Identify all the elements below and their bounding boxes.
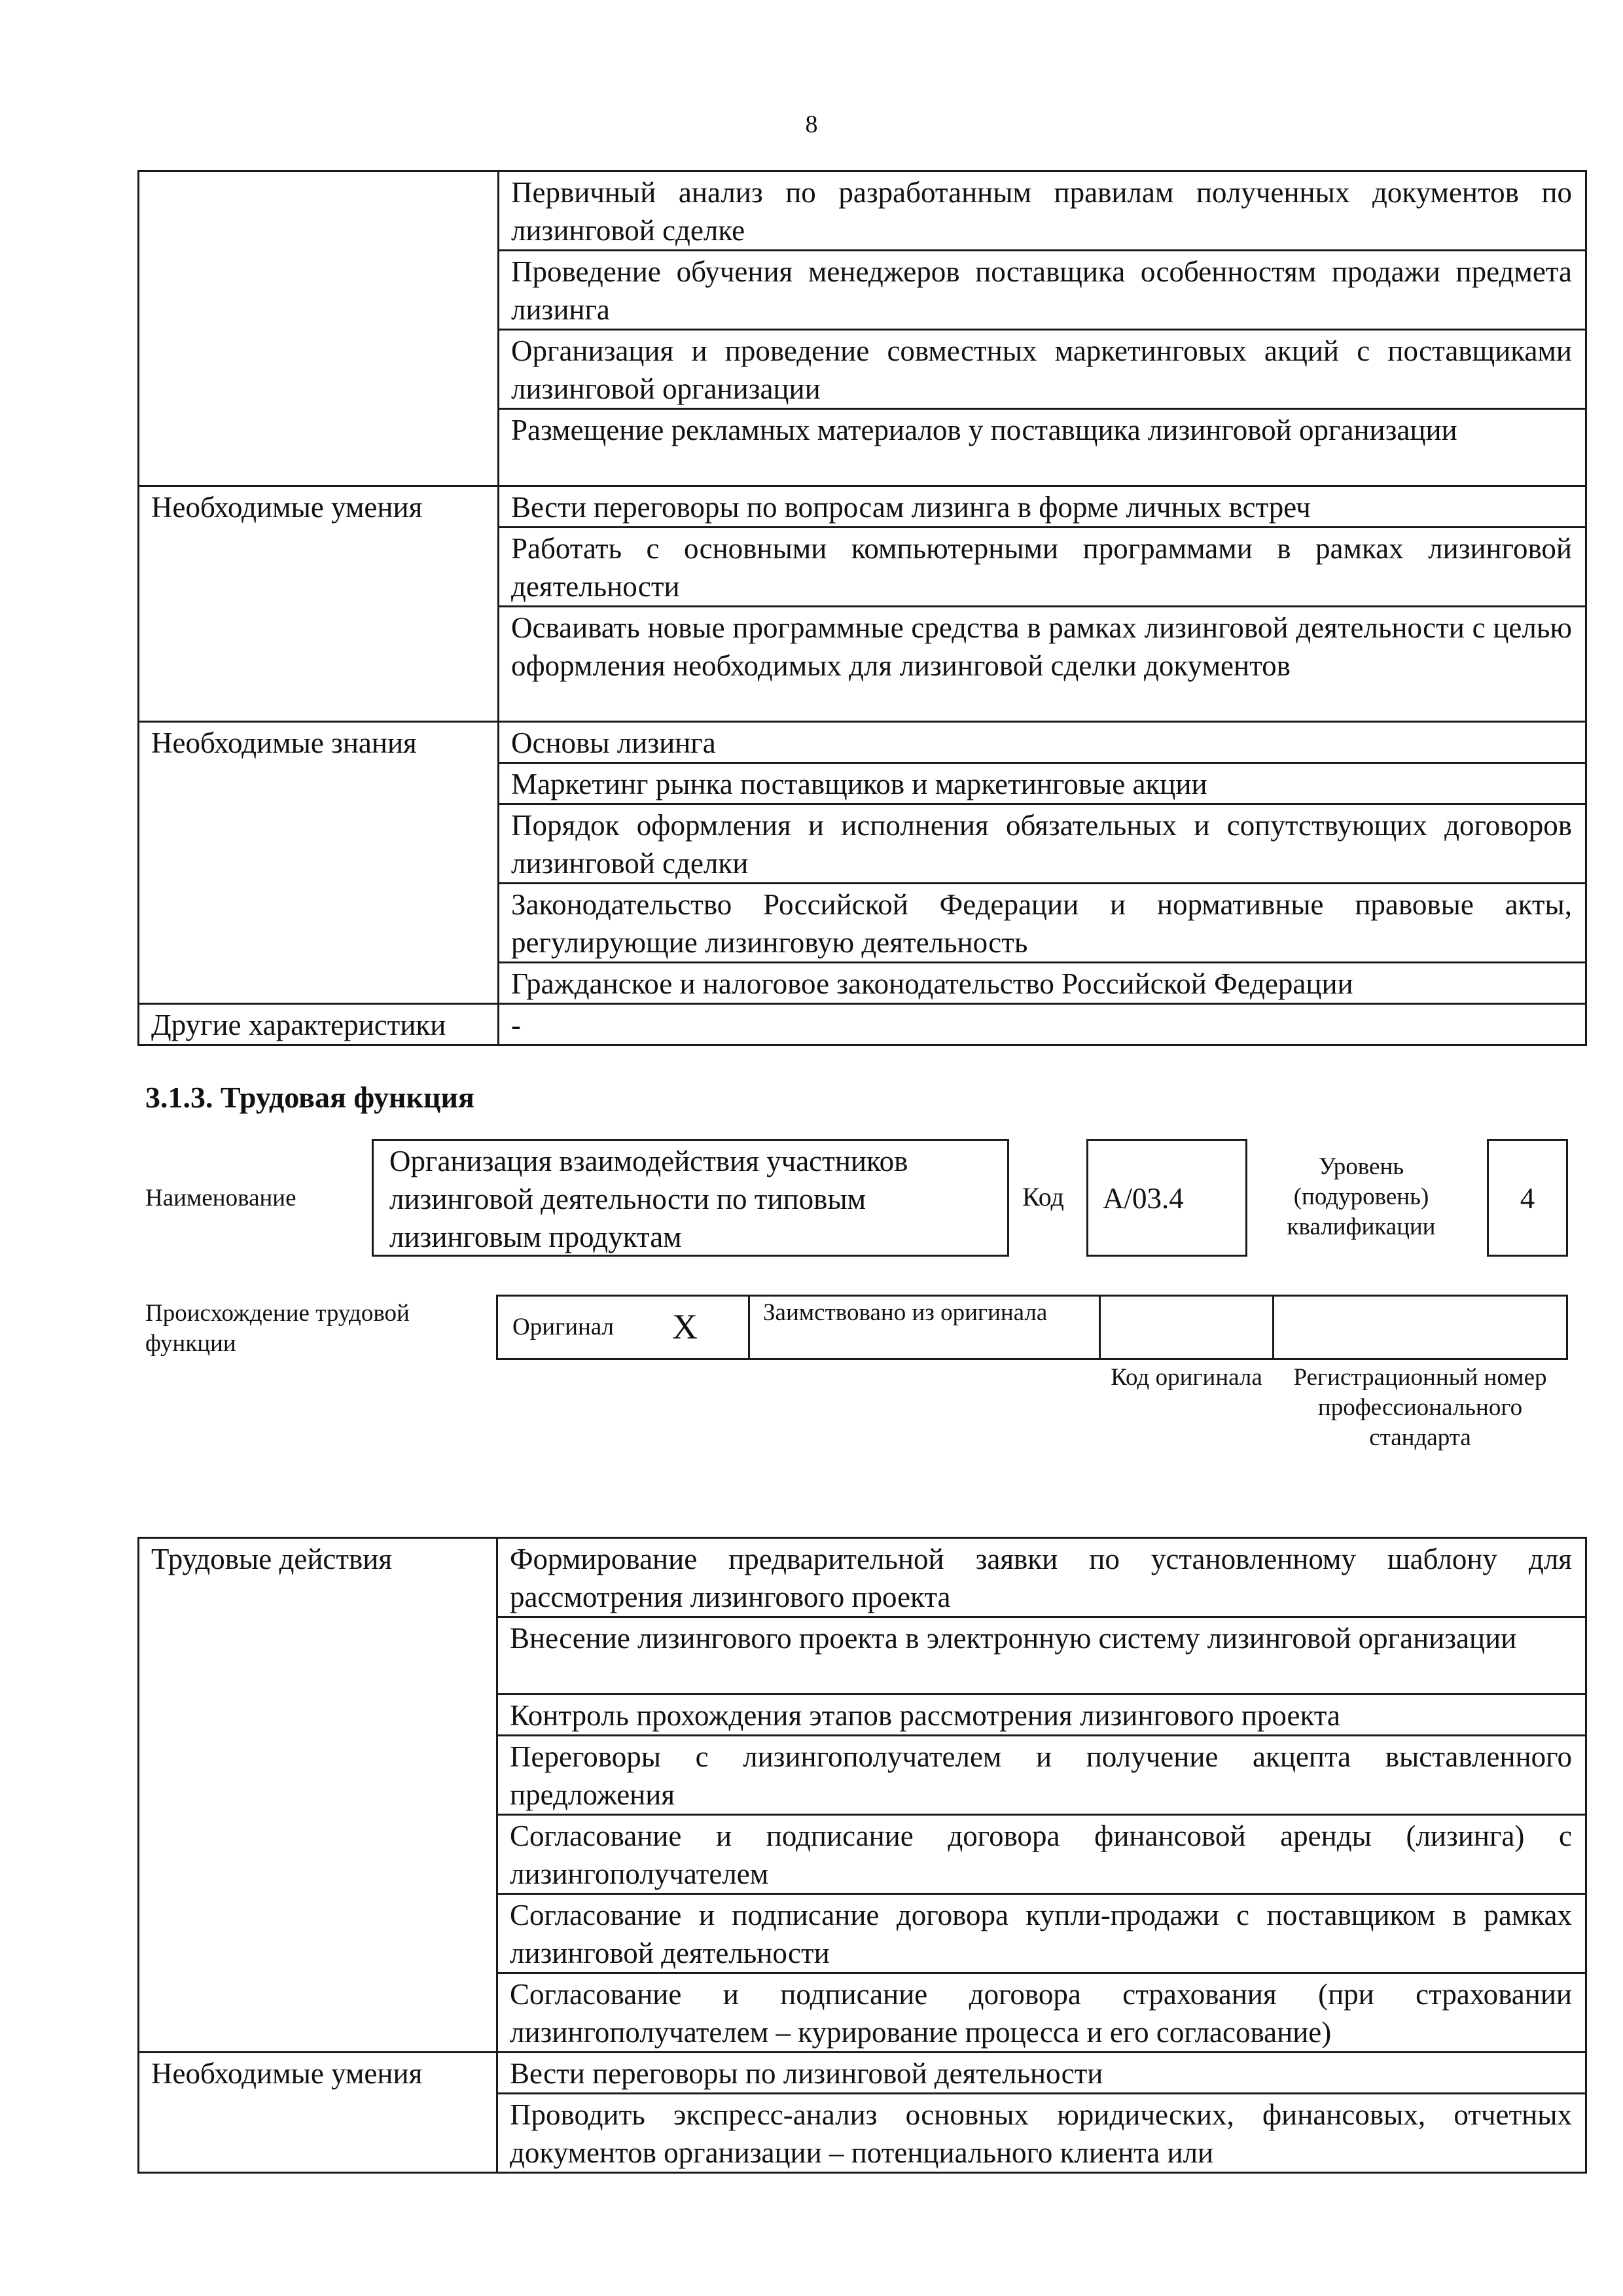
func-value-cell: Переговоры с лизингополучателем и получение акцепта выставленного предложения xyxy=(497,1736,1586,1815)
code-box xyxy=(1086,1139,1247,1257)
func-value-cell: Согласование и подписание договора финансовой аренды (лизинга) с лизингополучателем xyxy=(497,1815,1586,1894)
borrowed-cell xyxy=(748,1295,1101,1360)
func-value-cell: Формирование предварительной заявки по установленному шаблону для рассмотрения лизингового проекта xyxy=(497,1538,1586,1617)
func-value-cell: Согласование и подписание договора купли-продажи с поставщиком в рамках лизинговой деятельности xyxy=(497,1894,1586,1973)
reg-number-cell xyxy=(1272,1295,1568,1360)
labor-function-table xyxy=(137,1537,1587,2174)
function-name-value: Организация взаимодействия участников лизинговой деятельности по типовым лизинговым продуктам xyxy=(389,1145,908,1253)
func-value-cell: Контроль прохождения этапов рассмотрения лизингового проекта xyxy=(497,1695,1586,1736)
req-value-cell: Работать с основными компьютерными программами в рамках лизинговой деятельности xyxy=(499,528,1586,607)
req-row xyxy=(139,171,1586,251)
req-row xyxy=(139,722,1586,763)
borrowed-label: Заимствовано из оригинала xyxy=(763,1299,1048,1326)
req-value-cell: Основы лизинга xyxy=(499,722,1586,763)
req-value-cell: Первичный анализ по разработанным правилам полученных документов по лизинговой сделке xyxy=(499,171,1586,251)
req-label-cell: Другие характеристики xyxy=(139,1004,499,1045)
req-value-cell: - xyxy=(499,1004,1586,1045)
req-label-cell: Необходимые знания xyxy=(139,722,499,1004)
req-row xyxy=(139,1004,1586,1045)
level-value: 4 xyxy=(1520,1182,1535,1215)
level-box xyxy=(1487,1139,1568,1257)
func-row xyxy=(139,1538,1586,1617)
req-label-cell: Необходимые умения xyxy=(139,486,499,722)
original-code-cell xyxy=(1099,1295,1274,1360)
req-value-cell: Организация и проведение совместных маркетинговых акций с поставщиками лизинговой организации xyxy=(499,330,1586,409)
req-value-cell: Гражданское и налоговое законодательство Российской Федерации xyxy=(499,963,1586,1004)
name-label: Наименование xyxy=(145,1185,296,1211)
original-label: Оригинал xyxy=(512,1314,615,1340)
level-label: Уровень (подуровень) квалификации xyxy=(1287,1153,1436,1240)
original-cell xyxy=(496,1295,750,1360)
req-row xyxy=(139,486,1586,528)
req-value-cell: Размещение рекламных материалов у поставщика лизинговой организации xyxy=(499,409,1586,486)
func-label-cell: Необходимые умения xyxy=(139,2053,497,2173)
section-heading: 3.1.3. Трудовая функция xyxy=(145,1081,474,1114)
code-label: Код xyxy=(1022,1182,1064,1211)
page-number: 8 xyxy=(805,111,818,138)
func-value-cell: Вести переговоры по лизинговой деятельности xyxy=(497,2053,1586,2094)
func-value-cell: Согласование и подписание договора страхования (при страховании лизингополучателем – курирование процесса и его согласование) xyxy=(497,1973,1586,2053)
function-name-box xyxy=(372,1139,1009,1257)
code-value: А/03.4 xyxy=(1103,1182,1184,1215)
original-mark: X xyxy=(672,1307,698,1346)
func-value-cell: Внесение лизингового проекта в электронную систему лизинговой организации xyxy=(497,1617,1586,1695)
req-value-cell: Порядок оформления и исполнения обязательных и сопутствующих договоров лизинговой сделки xyxy=(499,804,1586,884)
req-value-cell: Осваивать новые программные средства в рамках лизинговой деятельности с целью оформления необходимых для лизинговой сделки документов xyxy=(499,607,1586,722)
req-value-cell: Законодательство Российской Федерации и нормативные правовые акты, регулирующие лизинговую деятельность xyxy=(499,884,1586,963)
origin-label: Происхождение трудовой функции xyxy=(145,1300,410,1357)
req-label-cell xyxy=(139,171,499,486)
reg-caption: Регистрационный номер профессионального стандарта xyxy=(1293,1364,1547,1451)
code-caption: Код оригинала xyxy=(1111,1364,1262,1391)
req-value-cell: Вести переговоры по вопросам лизинга в форме личных встреч xyxy=(499,486,1586,528)
func-row xyxy=(139,2053,1586,2094)
requirements-table-continued xyxy=(137,170,1587,1046)
func-value-cell: Проводить экспресс-анализ основных юридических, финансовых, отчетных документов организации – потенциального клиента или xyxy=(497,2094,1586,2173)
func-label-cell: Трудовые действия xyxy=(139,1538,497,2053)
req-value-cell: Маркетинг рынка поставщиков и маркетинговые акции xyxy=(499,763,1586,804)
req-value-cell: Проведение обучения менеджеров поставщика особенностям продажи предмета лизинга xyxy=(499,251,1586,330)
